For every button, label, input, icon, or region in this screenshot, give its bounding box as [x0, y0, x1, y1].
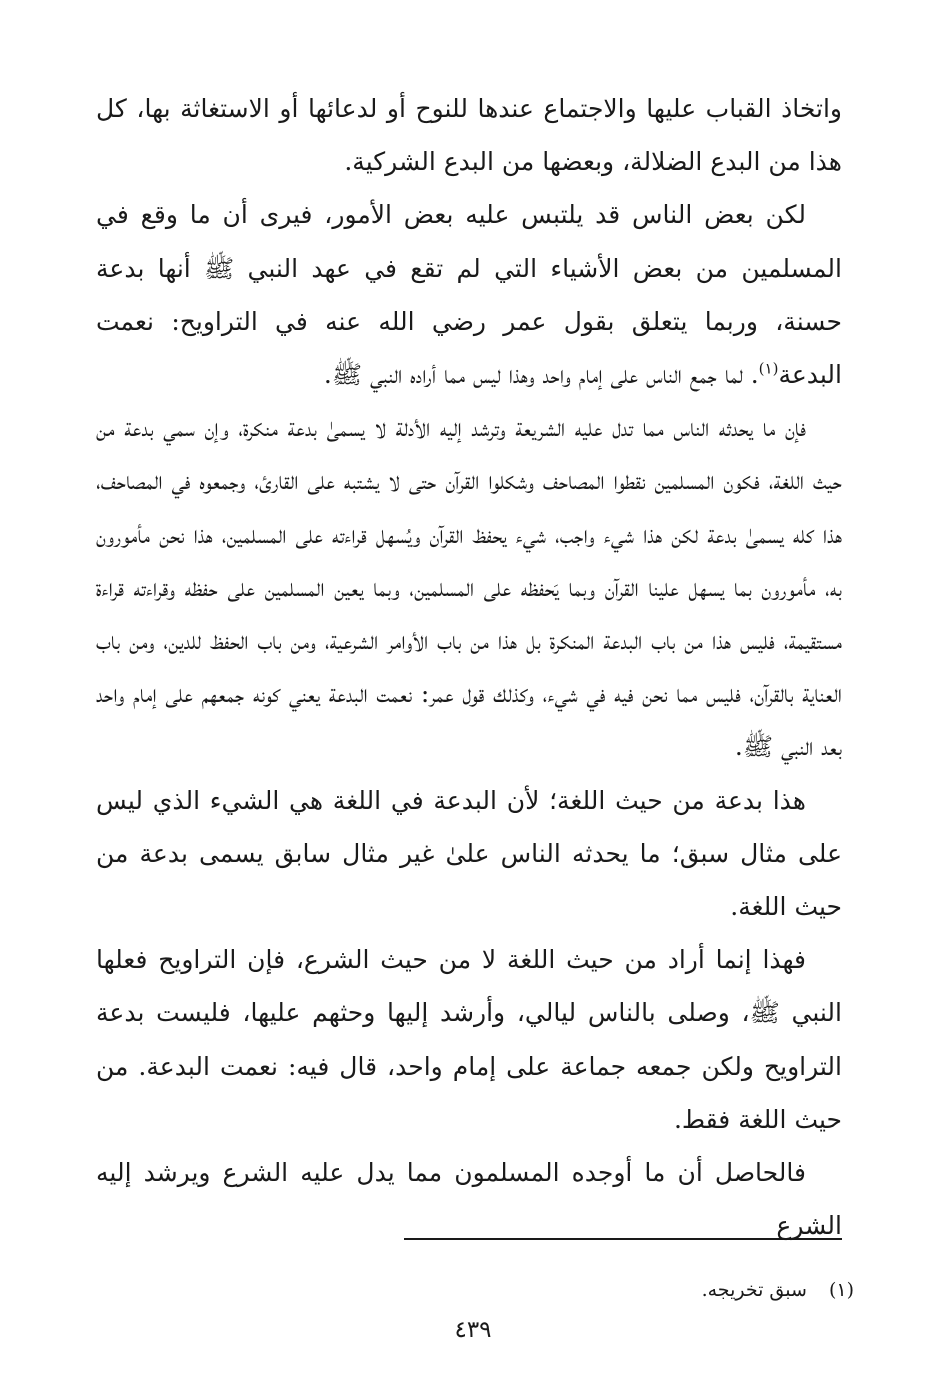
paragraph-2-text-after-ref: . لما جمع الناس على إمام واحد وهذا ليس مما أراده النبي ﷺ. [323, 360, 759, 390]
paragraph-4: هذا بدعة من حيث اللغة؛ لأن البدعة في اللغة هي الشيء الذي ليس على مثال سبق؛ ما يحدثه الناس علىٰ غير مثال سابق يسمى بدعة من حيث اللغة. [96, 785, 842, 922]
footnote-reference: (١) [758, 359, 779, 378]
paragraph-5: فهذا إنما أراد من حيث اللغة لا من حيث الشرع، فإن التراويح فعلها النبي ﷺ، وصلى بالناس ليالي، وأرشد إليها وحثهم عليها، فليست بدعة التراويح ولكن جمعه جماعة على إمام واحد، قال فيه: نعمت البدعة. من حيث اللغة فقط. [96, 945, 842, 1134]
paragraph-6: فالحاصل أن ما أوجده المسلمون مما يدل عليه الشرع ويرشد إليه الشرع [96, 1158, 842, 1241]
paragraph-1: واتخاذ القباب عليها والاجتماع عندها للنوح أو لدعائها أو الاستغاثة بها، كل هذا من البدع الضلالة، وبعضها من البدع الشركية. [96, 94, 842, 177]
footnote [702, 1275, 854, 1305]
body-text [96, 82, 842, 1252]
footnote-divider [404, 1238, 842, 1240]
paragraph-3: فإن ما يحدثه الناس مما تدل عليه الشريعة وترشد إليه الأدلة لا يسمىٰ بدعة منكرة، وإن سمي بدعة من حيث اللغة، فكون المسلمين نقطوا المصاحف وشكلوا القرآن حتى لا يشتبه على القارئ، وجمعوه في المصاحف، هذا كله يسمىٰ بدعة لكن هذا شيء واجب، شيء يحفظ القرآن ويُسهل قراءته على المسلمين، هذا نحن مأمورون به، مأمورون بما يسهل علينا القرآن وبما يَحفظه على المسلمين، وبما يعين المسلمين على حفظه وقراءته قراءة مستقيمة، فليس هذا من باب البدعة المنكرة بل هذا من باب الأوامر الشرعية، ومن باب الحفظ للدين، ومن باب العناية بالقرآن، فليس مما نحن فيه في شيء، وكذلك قول عمر: نعمت البدعة يعني كونه جمعهم على إمام واحد بعد النبي ﷺ. [96, 413, 842, 762]
paragraph-2-text-before-ref: لكن بعض الناس قد يلتبس عليه بعض الأمور، فيرى أن ما وقع في المسلمين من بعض الأشياء التي لم تقع في عهد النبي ﷺ أنها بدعة حسنة، وربما يتعلق بقول عمر رضي الله عنه في التراويح: نعمت البدعة [96, 200, 842, 390]
footnote-text: سبق تخريجه. [701, 1279, 807, 1301]
page-number: ٤٣٩ [454, 1317, 492, 1343]
paragraph-2 [96, 188, 842, 401]
footnote-number: (١) [828, 1279, 854, 1301]
